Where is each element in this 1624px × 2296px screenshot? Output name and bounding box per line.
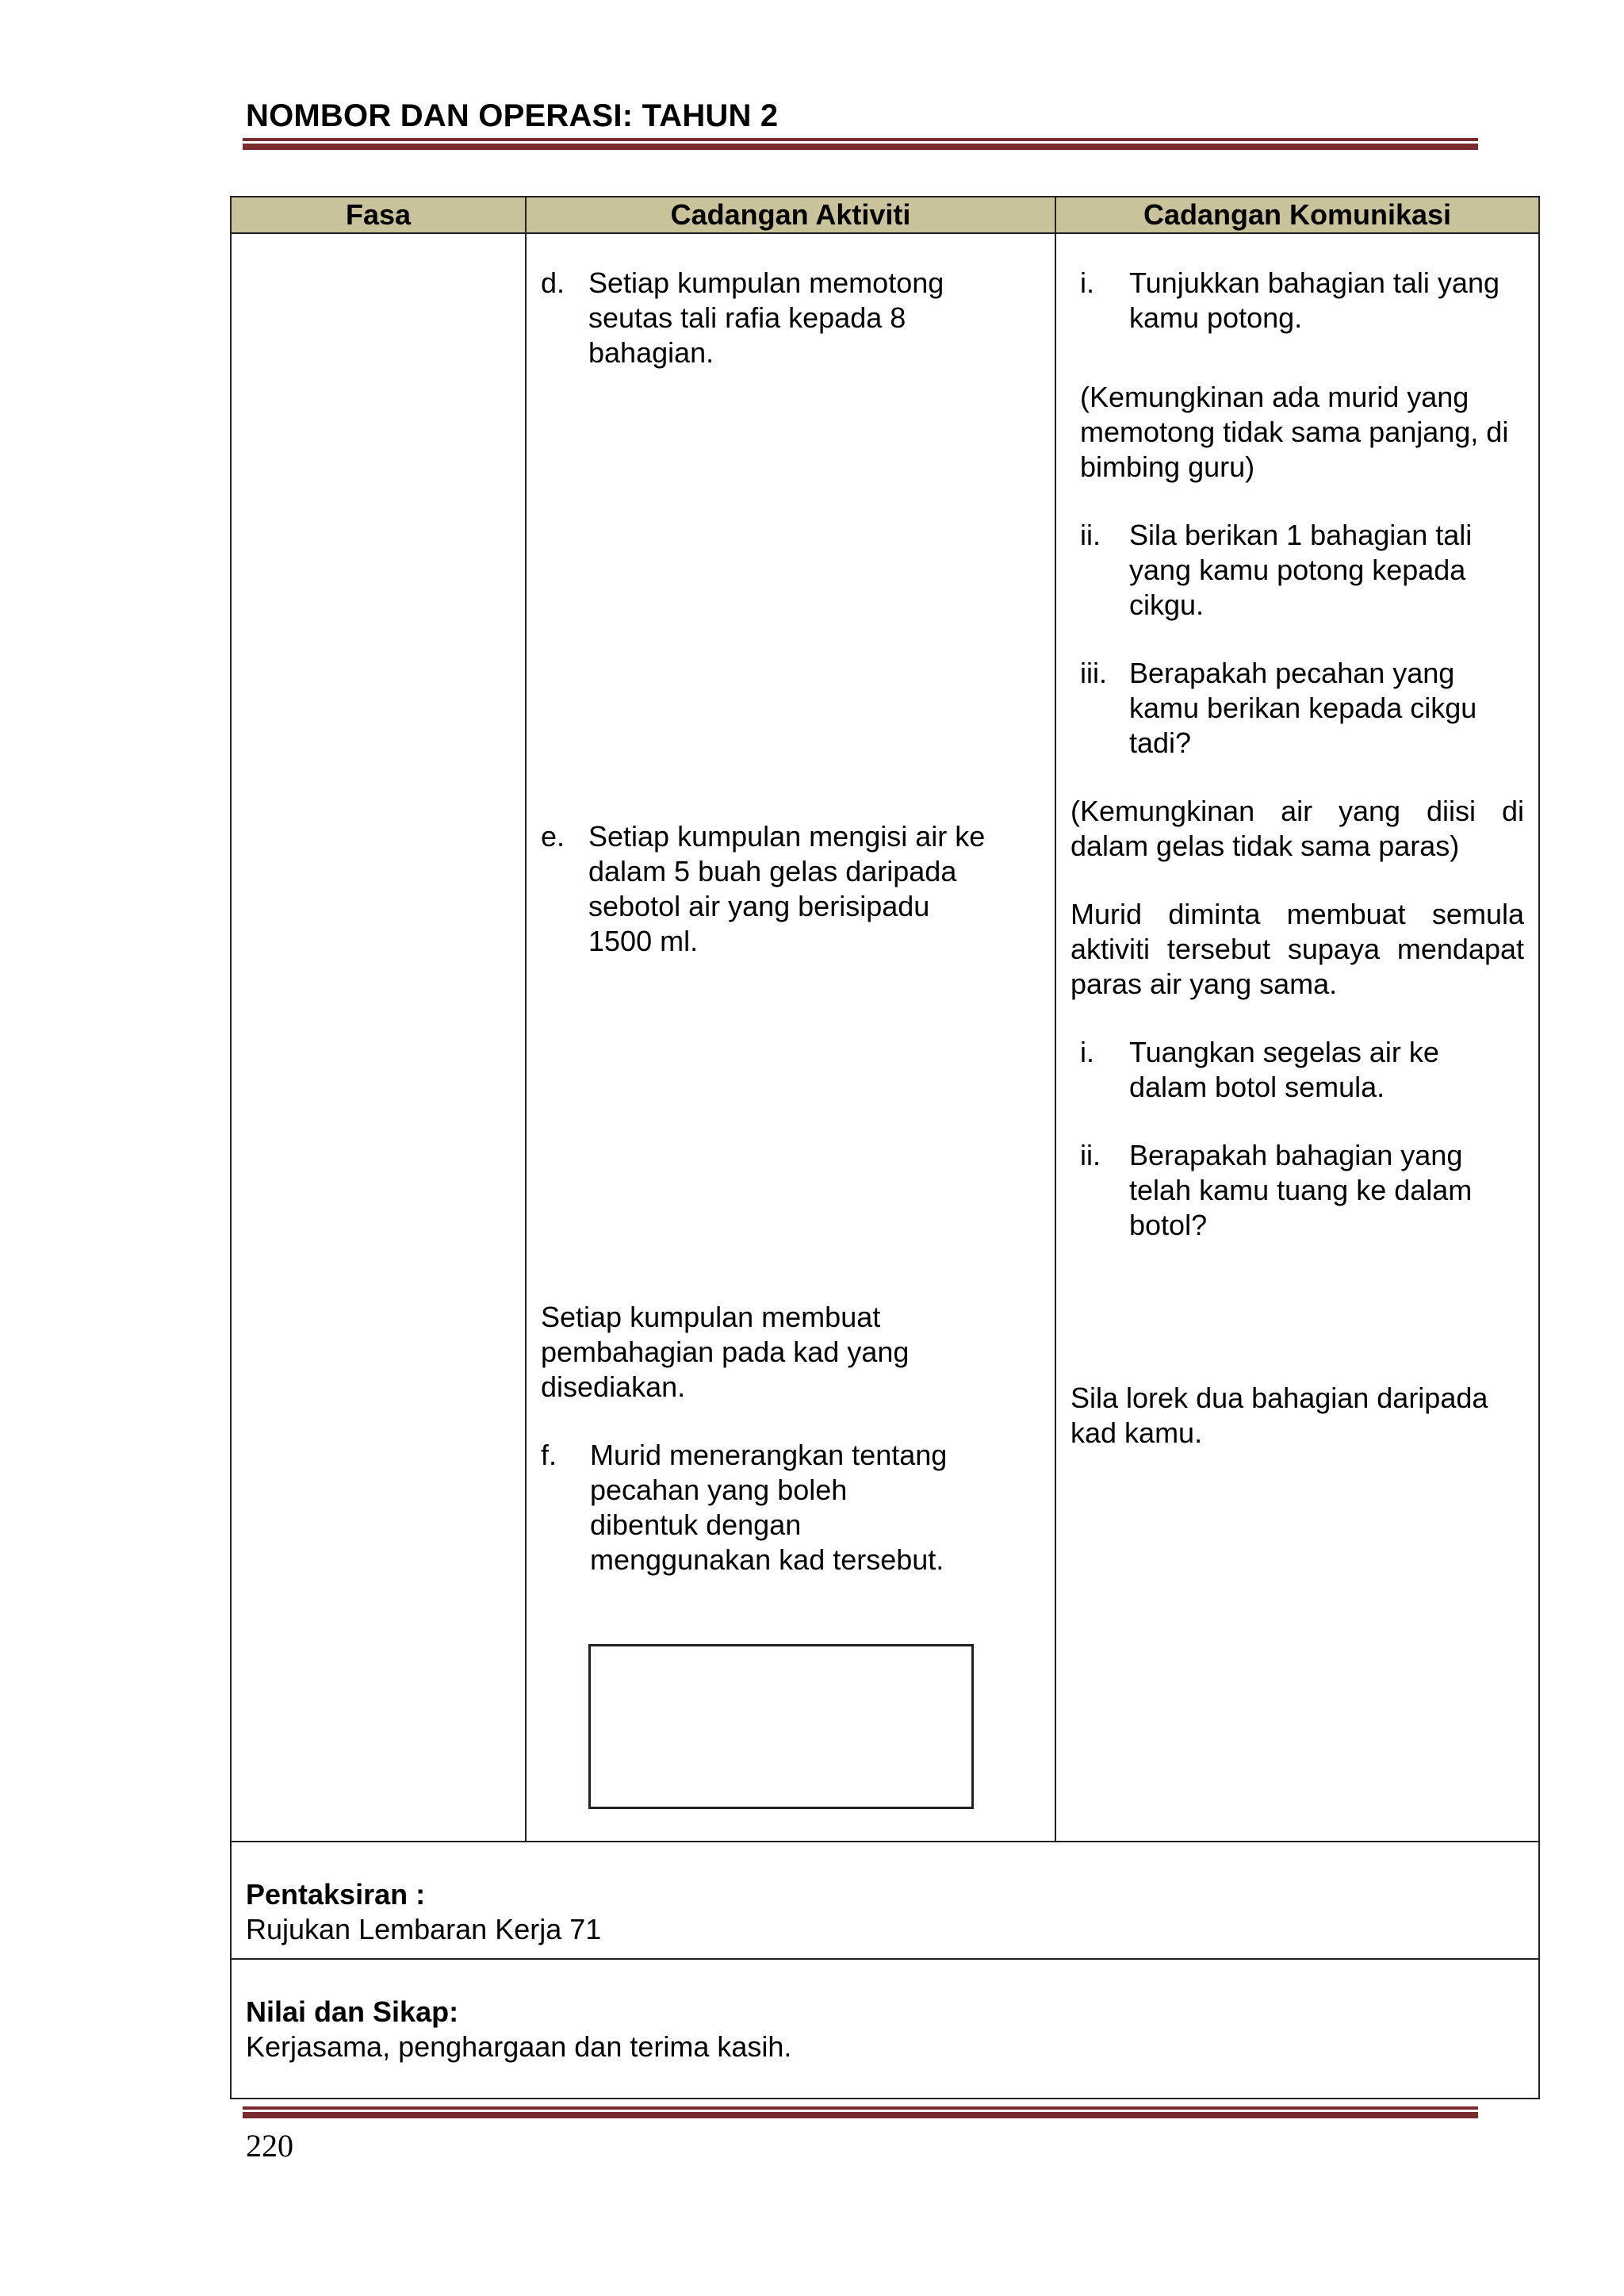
comm-e-i bbox=[1080, 1035, 1524, 1105]
activity-e bbox=[541, 819, 1040, 959]
comm-d-ii-marker: ii. bbox=[1080, 519, 1101, 551]
activity-d bbox=[541, 266, 1025, 370]
assessment-row bbox=[231, 1842, 1539, 1959]
comm-d-iii bbox=[1080, 656, 1508, 761]
cell-activities bbox=[526, 233, 1055, 1842]
comm-e-i-text: Tuangkan segelas air ke dalam botol semula. bbox=[1129, 1036, 1439, 1103]
activity-e-marker: e. bbox=[541, 820, 565, 853]
header-cadangan-aktiviti: Cadangan Aktiviti bbox=[526, 197, 1055, 233]
comm-d-i-marker: i. bbox=[1080, 266, 1094, 299]
comm-d-ii bbox=[1080, 518, 1508, 623]
activity-f-intro: Setiap kumpulan membuat pembahagian pada kad yang disediakan. bbox=[541, 1301, 910, 1403]
comm-e-ii-marker: ii. bbox=[1080, 1139, 1101, 1171]
comm-e-i-marker: i. bbox=[1080, 1036, 1094, 1068]
header-cadangan-komunikasi: Cadangan Komunikasi bbox=[1055, 197, 1539, 233]
comm-d-i bbox=[1080, 266, 1524, 335]
lesson-table bbox=[230, 196, 1540, 2099]
page-title: NOMBOR DAN OPERASI: TAHUN 2 bbox=[246, 98, 779, 133]
values-value: Kerjasama, penghargaan dan terima kasih. bbox=[246, 2030, 792, 2063]
activity-e-text: Setiap kumpulan mengisi air ke dalam 5 buah gelas daripada sebotol air yang berisipadu 1500 ml. bbox=[588, 820, 986, 957]
activity-f-text: Murid menerangkan tentang pecahan yang boleh dibentuk dengan menggunakan kad tersebut. bbox=[590, 1439, 948, 1576]
assessment-label: Pentaksiran : bbox=[246, 1878, 426, 1911]
comm-e-ii bbox=[1080, 1138, 1524, 1243]
cell-fasa bbox=[231, 233, 526, 1842]
comm-f-paragraph: Sila lorek dua bahagian daripada kad kamu. bbox=[1071, 1382, 1488, 1449]
comm-d-iii-text: Berapakah pecahan yang kamu berikan kepada cikgu tadi? bbox=[1129, 657, 1477, 759]
values-label: Nilai dan Sikap: bbox=[246, 1995, 459, 2028]
table-body-row bbox=[231, 233, 1539, 1842]
comm-d-ii-text: Sila berikan 1 bahagian tali yang kamu potong kepada cikgu. bbox=[1129, 519, 1473, 621]
page-number: 220 bbox=[246, 2128, 293, 2164]
values-row bbox=[231, 1959, 1539, 2099]
activity-f-marker: f. bbox=[541, 1439, 557, 1471]
cell-communication bbox=[1055, 233, 1539, 1842]
values-cell bbox=[231, 1959, 1539, 2099]
comm-e-ii-text: Berapakah bahagian yang telah kamu tuang ke dalam botol? bbox=[1129, 1139, 1473, 1241]
comm-e-note: (Kemungkinan air yang diisi di dalam gelas tidak sama paras) bbox=[1071, 795, 1524, 862]
header-fasa: Fasa bbox=[231, 197, 526, 233]
activity-f bbox=[541, 1438, 1017, 1577]
fraction-card-box bbox=[588, 1644, 974, 1809]
comm-e-paragraph: Murid diminta membuat semula aktiviti tersebut supaya mendapat paras air yang sama. bbox=[1071, 898, 1524, 1000]
activity-d-text: Setiap kumpulan memotong seutas tali rafia kepada 8 bahagian. bbox=[588, 266, 944, 369]
comm-d-note: (Kemungkinan ada murid yang memotong tidak sama panjang, di bimbing guru) bbox=[1080, 381, 1509, 483]
comm-d-i-text: Tunjukkan bahagian tali yang kamu potong. bbox=[1129, 266, 1500, 334]
activity-d-marker: d. bbox=[541, 266, 565, 299]
comm-d-iii-marker: iii. bbox=[1080, 657, 1107, 689]
assessment-value: Rujukan Lembaran Kerja 71 bbox=[246, 1913, 602, 1945]
table-header-row bbox=[231, 197, 1539, 233]
footer-rule bbox=[243, 2106, 1478, 2118]
assessment-cell bbox=[231, 1842, 1539, 1959]
header-rule bbox=[243, 138, 1478, 150]
